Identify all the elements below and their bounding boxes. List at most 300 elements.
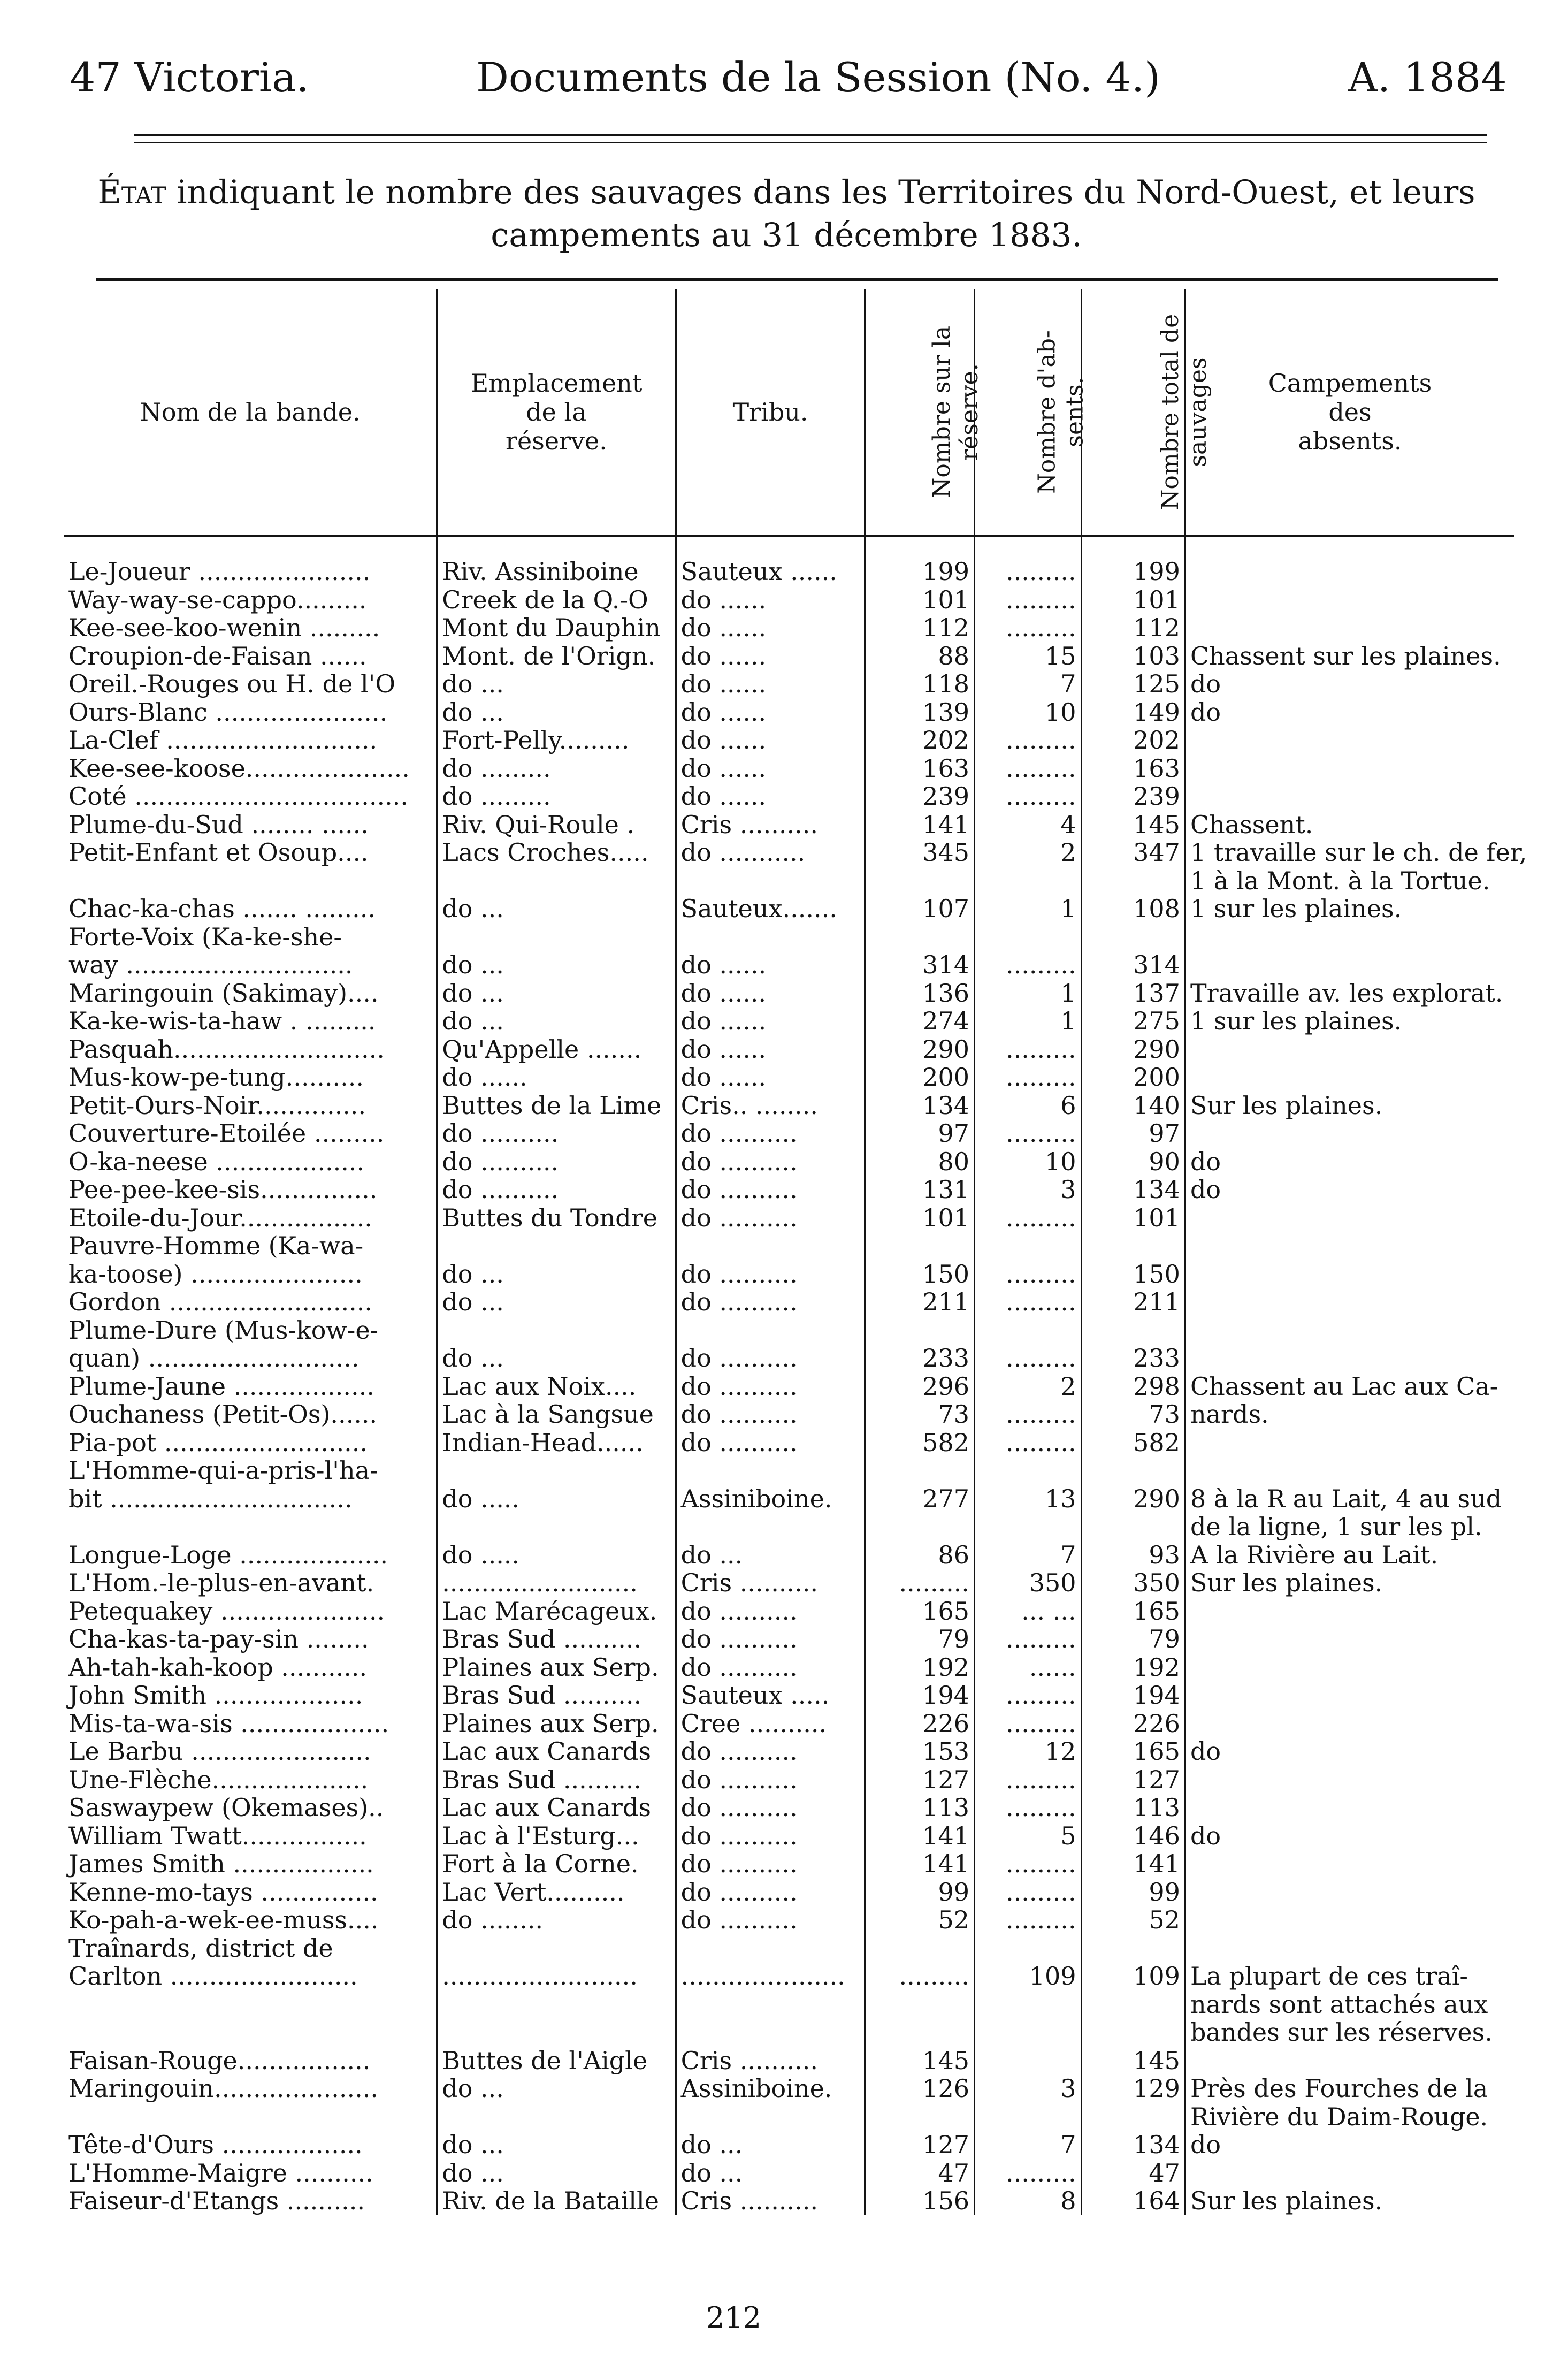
cell-campement xyxy=(1185,782,1514,811)
cell-absents xyxy=(975,1232,1082,1260)
cell-bande: Croupion-de-Faisan ...... xyxy=(68,641,367,670)
cell-absents: ......... xyxy=(975,754,1082,782)
table-row xyxy=(64,1934,1514,1962)
cell-bande: Plume-Jaune .................. xyxy=(68,1371,374,1401)
cell-campement xyxy=(1185,922,1514,951)
table-row xyxy=(64,1288,1514,1316)
cell-bande: Tête-d'Ours .................. xyxy=(68,2130,363,2159)
cell-campement xyxy=(1185,1794,1514,1822)
cell-total: 52 xyxy=(1081,1906,1185,1934)
cell-total: 239 xyxy=(1081,782,1185,811)
title-line-2: campements au 31 décembre 1883. xyxy=(491,216,1082,254)
table-row xyxy=(64,2159,1514,2187)
cell-sur-reserve xyxy=(865,1232,975,1260)
cell-absents: 7 xyxy=(975,1540,1082,1569)
cell-emplacement: do ... xyxy=(437,2074,676,2103)
cell-total: 112 xyxy=(1081,614,1185,642)
table-row xyxy=(64,2074,1514,2103)
cell-tribu xyxy=(676,1316,865,1344)
header-rule-top xyxy=(134,134,1487,136)
table-row xyxy=(64,1906,1514,1934)
cell-bande xyxy=(64,1990,437,2018)
table-row xyxy=(64,1540,1514,1569)
cell-campement: Chassent sur les plaines. xyxy=(1185,642,1514,670)
cell-total: 127 xyxy=(1081,1765,1185,1794)
cell-bande: William Twatt................ xyxy=(68,1821,367,1850)
cell-absents: 2 xyxy=(975,1372,1082,1400)
cell-campement xyxy=(1185,1765,1514,1794)
cell-campement xyxy=(1185,1119,1514,1148)
cell-bande: Ah-tah-kah-koop ........... xyxy=(68,1652,368,1682)
cell-bande: Etoile-du-Jour................. xyxy=(68,1203,372,1232)
cell-tribu xyxy=(676,1990,865,2018)
table-row xyxy=(64,1681,1514,1710)
cell-sur-reserve: 118 xyxy=(865,670,975,698)
table-top-rule xyxy=(96,278,1498,281)
cell-bande: Kenne-mo-tays ............... xyxy=(68,1877,378,1906)
cell-bande: Faiseur-d'Etangs .......... xyxy=(68,2186,365,2215)
cell-total: 275 xyxy=(1081,1007,1185,1035)
cell-total: 199 xyxy=(1081,536,1185,585)
cell-emplacement: Qu'Appelle ....... xyxy=(437,1035,676,1063)
table-row xyxy=(64,1203,1514,1232)
cell-campement: de la ligne, 1 sur les pl. xyxy=(1185,1513,1514,1541)
cell-campement xyxy=(1185,1428,1514,1456)
cell-tribu: do ...... xyxy=(676,726,865,754)
table-row xyxy=(64,922,1514,951)
cell-campement: 1 à la Mont. à la Tortue. xyxy=(1185,866,1514,895)
table-row xyxy=(64,1484,1514,1513)
cell-sur-reserve: 86 xyxy=(865,1540,975,1569)
cell-total: 101 xyxy=(1081,1203,1185,1232)
cell-tribu: do ...... xyxy=(676,1035,865,1063)
cell-absents: ......... xyxy=(975,1765,1082,1794)
cell-sur-reserve: 52 xyxy=(865,1906,975,1934)
cell-absents: 1 xyxy=(975,979,1082,1007)
cell-absents: ......... xyxy=(975,726,1082,754)
cell-tribu: do .......... xyxy=(676,1344,865,1372)
cell-total: 200 xyxy=(1081,1063,1185,1092)
cell-sur-reserve: 296 xyxy=(865,1372,975,1400)
cell-absents: ......... xyxy=(975,951,1082,979)
cell-campement: Chassent. xyxy=(1185,810,1514,838)
cell-absents: ......... xyxy=(975,1260,1082,1288)
cell-emplacement: do ..... xyxy=(437,1540,676,1569)
table-row xyxy=(64,2018,1514,2047)
cell-tribu: do .......... xyxy=(676,1288,865,1316)
cell-absents: 6 xyxy=(975,1091,1082,1119)
cell-absents xyxy=(975,922,1082,951)
table-row xyxy=(64,1176,1514,1204)
cell-total: 350 xyxy=(1081,1569,1185,1597)
cell-total: 226 xyxy=(1081,1709,1185,1737)
cell-campement xyxy=(1185,1344,1514,1372)
cell-sur-reserve xyxy=(865,2102,975,2131)
cell-total: 314 xyxy=(1081,951,1185,979)
cell-emplacement: do .......... xyxy=(437,1147,676,1176)
cell-campement xyxy=(1185,2046,1514,2074)
cell-tribu: do ... xyxy=(676,2131,865,2159)
cell-sur-reserve: 127 xyxy=(865,2131,975,2159)
header-total: Nombre total de sauvages xyxy=(1081,289,1185,536)
cell-absents: 13 xyxy=(975,1484,1082,1513)
cell-bande: quan) ........................... xyxy=(68,1344,360,1372)
cell-campement xyxy=(1185,1063,1514,1092)
cell-absents: ......... xyxy=(975,1878,1082,1906)
header-sur-reserve: Nombre sur la réserve. xyxy=(865,289,975,536)
cell-tribu: Assiniboine. xyxy=(676,2074,865,2103)
cell-absents: ......... xyxy=(975,1794,1082,1822)
cell-campement xyxy=(1185,585,1514,614)
cell-emplacement: do ..... xyxy=(437,1484,676,1513)
table-row xyxy=(64,1821,1514,1850)
cell-campement: Sur les plaines. xyxy=(1185,1569,1514,1597)
cell-campement xyxy=(1185,754,1514,782)
table-row xyxy=(64,1035,1514,1063)
cell-absents: ......... xyxy=(975,614,1082,642)
cell-bande: Maringouin (Sakimay).... xyxy=(68,978,379,1008)
cell-campement xyxy=(1185,536,1514,585)
table-row xyxy=(64,2131,1514,2159)
cell-bande: Kee-see-koo-wenin ......... xyxy=(68,613,380,642)
cell-emplacement: do ...... xyxy=(437,1063,676,1092)
table-row xyxy=(64,838,1514,867)
table-row xyxy=(64,1007,1514,1035)
cell-emplacement: Lac à l'Esturg... xyxy=(437,1821,676,1850)
cell-tribu: do .......... xyxy=(676,1372,865,1400)
cell-tribu: Cris .......... xyxy=(676,810,865,838)
cell-campement: do xyxy=(1185,1737,1514,1766)
cell-total: 140 xyxy=(1081,1091,1185,1119)
cell-total: 150 xyxy=(1081,1260,1185,1288)
cell-sur-reserve: 345 xyxy=(865,838,975,867)
cell-bande: L'Homme-qui-a-pris-l'ha- xyxy=(68,1456,378,1485)
cell-tribu: do ... xyxy=(676,2159,865,2187)
cell-sur-reserve xyxy=(865,866,975,895)
cell-total: 290 xyxy=(1081,1484,1185,1513)
cell-absents: ... ... xyxy=(975,1597,1082,1625)
cell-sur-reserve: 226 xyxy=(865,1709,975,1737)
cell-bande xyxy=(64,2018,437,2047)
table-row xyxy=(64,1737,1514,1766)
table-row xyxy=(64,782,1514,811)
cell-bande xyxy=(64,866,437,895)
cell-absents: ......... xyxy=(975,1709,1082,1737)
cell-total: 145 xyxy=(1081,810,1185,838)
cell-total: 108 xyxy=(1081,895,1185,923)
cell-sur-reserve: 134 xyxy=(865,1091,975,1119)
cell-total: 109 xyxy=(1081,1962,1185,1990)
cell-emplacement: do ... xyxy=(437,670,676,698)
cell-total: 194 xyxy=(1081,1681,1185,1710)
cell-campement: 1 travaille sur le ch. de fer, xyxy=(1185,838,1514,867)
cell-tribu: Cris.. ........ xyxy=(676,1091,865,1119)
cell-tribu: do ...... xyxy=(676,585,865,614)
cell-total xyxy=(1081,866,1185,895)
cell-campement xyxy=(1185,1653,1514,1681)
cell-campement xyxy=(1185,726,1514,754)
cell-campement xyxy=(1185,1625,1514,1653)
cell-sur-reserve: 80 xyxy=(865,1147,975,1176)
cell-campement xyxy=(1185,1316,1514,1344)
cell-sur-reserve xyxy=(865,1990,975,2018)
cell-tribu: do .......... xyxy=(676,1653,865,1681)
cell-total: 347 xyxy=(1081,838,1185,867)
cell-total: 134 xyxy=(1081,2131,1185,2159)
cell-bande: Plume-Dure (Mus-kow-e- xyxy=(68,1315,379,1345)
cell-total: 290 xyxy=(1081,1035,1185,1063)
cell-sur-reserve: 233 xyxy=(865,1344,975,1372)
cell-absents: 7 xyxy=(975,670,1082,698)
cell-emplacement: Plaines aux Serp. xyxy=(437,1653,676,1681)
cell-emplacement: do ......... xyxy=(437,754,676,782)
cell-tribu: do .......... xyxy=(676,1176,865,1204)
cell-bande: Carlton ........................ xyxy=(68,1962,358,1990)
cell-bande: Mis-ta-wa-sis ................... xyxy=(68,1709,389,1738)
cell-tribu: do ...... xyxy=(676,951,865,979)
table-row xyxy=(64,895,1514,923)
cell-sur-reserve: 79 xyxy=(865,1625,975,1653)
title-lead: État xyxy=(97,173,166,211)
cell-tribu: Cris .......... xyxy=(676,1569,865,1597)
header-right: A. 1884 xyxy=(1348,54,1507,101)
table-row xyxy=(64,614,1514,642)
table-row xyxy=(64,1878,1514,1906)
cell-emplacement: Lacs Croches..... xyxy=(437,838,676,867)
cell-total xyxy=(1081,1456,1185,1485)
cell-tribu: do ...... xyxy=(676,614,865,642)
cell-absents xyxy=(975,1456,1082,1485)
table-row xyxy=(64,2046,1514,2074)
cell-total: 73 xyxy=(1081,1400,1185,1429)
cell-absents: 1 xyxy=(975,1007,1082,1035)
table-row xyxy=(64,1063,1514,1092)
cell-tribu xyxy=(676,1934,865,1962)
cell-absents: ......... xyxy=(975,1400,1082,1429)
cell-tribu: ..................... xyxy=(676,1962,865,1990)
cell-sur-reserve: 145 xyxy=(865,2046,975,2074)
cell-absents: 109 xyxy=(975,1962,1082,1990)
cell-sur-reserve: 127 xyxy=(865,1765,975,1794)
cell-campement xyxy=(1185,1232,1514,1260)
cell-campement: Travaille av. les explorat. xyxy=(1185,979,1514,1007)
cell-campement: Près des Fourches de la xyxy=(1185,2074,1514,2103)
table-row xyxy=(64,1232,1514,1260)
header-tribu: Tribu. xyxy=(676,289,865,536)
cell-campement: nards sont attachés aux xyxy=(1185,1990,1514,2018)
cell-absents: 2 xyxy=(975,838,1082,867)
cell-sur-reserve: 156 xyxy=(865,2187,975,2215)
cell-campement xyxy=(1185,1260,1514,1288)
cell-emplacement: do ... xyxy=(437,2131,676,2159)
cell-sur-reserve: 136 xyxy=(865,979,975,1007)
cell-total: 582 xyxy=(1081,1428,1185,1456)
table-row xyxy=(64,979,1514,1007)
cell-total: 163 xyxy=(1081,754,1185,782)
cell-sur-reserve: 200 xyxy=(865,1063,975,1092)
cell-campement xyxy=(1185,1906,1514,1934)
table-body xyxy=(64,536,1527,2215)
cell-absents: ......... xyxy=(975,1428,1082,1456)
cell-emplacement: do .......... xyxy=(437,1176,676,1204)
cell-tribu: do .......... xyxy=(676,1850,865,1878)
cell-total: 97 xyxy=(1081,1119,1185,1148)
cell-bande: L'Homme-Maigre .......... xyxy=(68,2158,373,2187)
cell-total xyxy=(1081,1934,1185,1962)
table-row xyxy=(64,951,1514,979)
cell-tribu xyxy=(676,866,865,895)
table-row xyxy=(64,1765,1514,1794)
table-row xyxy=(64,1316,1514,1344)
cell-bande: Plume-du-Sud ........ ...... xyxy=(68,810,369,839)
cell-absents: 4 xyxy=(975,810,1082,838)
cell-sur-reserve: 131 xyxy=(865,1176,975,1204)
cell-tribu: do ...... xyxy=(676,698,865,726)
cell-emplacement xyxy=(437,2018,676,2047)
cell-campement xyxy=(1185,1597,1514,1625)
cell-tribu: do ........... xyxy=(676,838,865,867)
cell-sur-reserve: 113 xyxy=(865,1794,975,1822)
cell-bande: L'Hom.-le-plus-en-avant. xyxy=(68,1568,374,1597)
cell-sur-reserve: 107 xyxy=(865,895,975,923)
table-row xyxy=(64,1597,1514,1625)
cell-absents xyxy=(975,1934,1082,1962)
cell-emplacement xyxy=(437,2102,676,2131)
cell-absents: ......... xyxy=(975,1850,1082,1878)
cell-sur-reserve: 141 xyxy=(865,1821,975,1850)
cell-total: 298 xyxy=(1081,1372,1185,1400)
cell-emplacement: do ... xyxy=(437,1007,676,1035)
cell-emplacement: Riv. Assiniboine xyxy=(437,536,676,585)
cell-tribu: do ...... xyxy=(676,1007,865,1035)
table-row xyxy=(64,754,1514,782)
cell-bande: Kee-see-koose..................... xyxy=(68,753,410,783)
cell-emplacement: Buttes de la Lime xyxy=(437,1091,676,1119)
cell-total xyxy=(1081,2102,1185,2131)
cell-total: 211 xyxy=(1081,1288,1185,1316)
table-row xyxy=(64,1119,1514,1148)
cell-emplacement: Lac à la Sangsue xyxy=(437,1400,676,1429)
cell-bande: ka-toose) ...................... xyxy=(68,1259,363,1288)
cell-emplacement: Creek de la Q.-O xyxy=(437,585,676,614)
cell-bande: John Smith ................... xyxy=(68,1681,363,1710)
cell-absents: ......... xyxy=(975,1035,1082,1063)
cell-bande: Coté ................................... xyxy=(68,782,408,811)
cell-total: 113 xyxy=(1081,1794,1185,1822)
cell-campement xyxy=(1185,951,1514,979)
cell-emplacement: do ... xyxy=(437,1288,676,1316)
cell-campement: 1 sur les plaines. xyxy=(1185,1007,1514,1035)
cell-sur-reserve: 150 xyxy=(865,1260,975,1288)
cell-bande: Maringouin..................... xyxy=(68,2074,379,2103)
cell-absents xyxy=(975,1513,1082,1541)
cell-emplacement xyxy=(437,922,676,951)
cell-absents: 15 xyxy=(975,642,1082,670)
cell-tribu: Cris .......... xyxy=(676,2046,865,2074)
cell-absents: 3 xyxy=(975,2074,1082,2103)
cell-bande: Mus-kow-pe-tung.......... xyxy=(68,1063,364,1092)
cell-absents: ......... xyxy=(975,1906,1082,1934)
cell-tribu: do .......... xyxy=(676,1625,865,1653)
cell-emplacement: Fort à la Corne. xyxy=(437,1850,676,1878)
cell-sur-reserve: 163 xyxy=(865,754,975,782)
cell-sur-reserve: 199 xyxy=(865,536,975,585)
cell-campement: nards. xyxy=(1185,1400,1514,1429)
cell-tribu: do .......... xyxy=(676,1821,865,1850)
cell-absents xyxy=(975,2018,1082,2047)
table-row xyxy=(64,1653,1514,1681)
cell-absents xyxy=(975,2046,1082,2074)
cell-emplacement: Buttes du Tondre xyxy=(437,1203,676,1232)
cell-bande: Cha-kas-ta-pay-sin ........ xyxy=(68,1624,369,1653)
table-row xyxy=(64,642,1514,670)
cell-campement xyxy=(1185,2159,1514,2187)
cell-tribu xyxy=(676,922,865,951)
cell-sur-reserve: ......... xyxy=(865,1569,975,1597)
cell-total: 192 xyxy=(1081,1653,1185,1681)
cell-emplacement: Lac aux Canards xyxy=(437,1794,676,1822)
cell-emplacement: Lac Vert.......... xyxy=(437,1878,676,1906)
cell-campement xyxy=(1185,1288,1514,1316)
cell-emplacement: Bras Sud .......... xyxy=(437,1681,676,1710)
cell-tribu: do .......... xyxy=(676,1203,865,1232)
cell-total: 99 xyxy=(1081,1878,1185,1906)
cell-total: 233 xyxy=(1081,1344,1185,1372)
cell-bande: Pauvre-Homme (Ka-wa- xyxy=(68,1231,364,1260)
cell-tribu: Sauteux ..... xyxy=(676,1681,865,1710)
cell-sur-reserve: 274 xyxy=(865,1007,975,1035)
cell-bande: Ka-ke-wis-ta-haw . ......... xyxy=(68,1006,376,1035)
cell-total: 137 xyxy=(1081,979,1185,1007)
cell-emplacement xyxy=(437,866,676,895)
table-row xyxy=(64,2102,1514,2131)
cell-sur-reserve xyxy=(865,1513,975,1541)
cell-absents: ......... xyxy=(975,1344,1082,1372)
table-row xyxy=(64,2187,1514,2215)
cell-absents: ......... xyxy=(975,536,1082,585)
cell-sur-reserve: 126 xyxy=(865,2074,975,2103)
cell-sur-reserve: 314 xyxy=(865,951,975,979)
cell-sur-reserve: 290 xyxy=(865,1035,975,1063)
cell-total: 93 xyxy=(1081,1540,1185,1569)
cell-absents: ......... xyxy=(975,585,1082,614)
cell-sur-reserve: 194 xyxy=(865,1681,975,1710)
table-row xyxy=(64,585,1514,614)
cell-total xyxy=(1081,1513,1185,1541)
cell-tribu: do ... xyxy=(676,1540,865,1569)
cell-emplacement: Buttes de l'Aigle xyxy=(437,2046,676,2074)
table-header-row xyxy=(64,289,1514,536)
cell-bande: Oreil.-Rouges ou H. de l'O xyxy=(68,669,396,698)
cell-absents: ......... xyxy=(975,1203,1082,1232)
cell-emplacement xyxy=(437,1990,676,2018)
header-center: Documents de la Session (No. 4.) xyxy=(476,54,1160,101)
cell-total: 79 xyxy=(1081,1625,1185,1653)
cell-bande: Petit-Enfant et Osoup.... xyxy=(68,838,369,867)
cell-campement: do xyxy=(1185,1176,1514,1204)
cell-absents: ......... xyxy=(975,1119,1082,1148)
cell-sur-reserve: 277 xyxy=(865,1484,975,1513)
table-row xyxy=(64,866,1514,895)
table-row xyxy=(64,1709,1514,1737)
population-table xyxy=(64,289,1527,2215)
cell-sur-reserve: ......... xyxy=(865,1962,975,1990)
cell-emplacement xyxy=(437,1513,676,1541)
cell-tribu: Assiniboine. xyxy=(676,1484,865,1513)
cell-tribu: do .......... xyxy=(676,1765,865,1794)
header-campements: Campements des absents. xyxy=(1185,289,1514,536)
cell-campement: 8 à la R au Lait, 4 au sud xyxy=(1185,1484,1514,1513)
